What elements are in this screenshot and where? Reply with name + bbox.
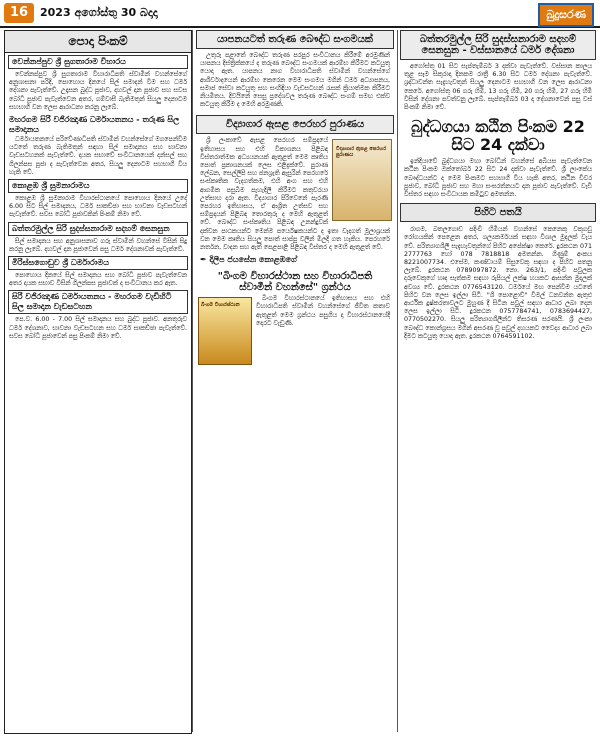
article-body: අගෝස්තු 01 සිට සැප්තැම්බර් 3 දක්වා පැවැත්වේ. වස්සාන කාලය තුළ සෑම සිකුරාදා දිනකම රාත්‍රී 6.30 සිට ධර්ම දේශනා පැවැත්වේ. ශ්‍රද්ධාවන්ත සැදැහැවතුන් සියලු දෙනාටම සහභාගී වන ලෙස ආරාධනා කෙරේ. අගෝස්තු 06 ගරු හිමි, 13 ගරු හිමි, 20 ගරු හිමි, 27 ගරු හිමි විසින් දේශනා පවත්වනු ලැබේ. සැප්තැම්බර් 03 දා දේශනාවෙන් පසු වස් පිංකම් නිමා වේ. bbox=[404, 63, 592, 112]
section-body: වෙන්නප්පුව ශ්‍රී සුගතාරාම විහාරාධිපති ස්වාමීන් වහන්සේගේ අනුශාසනා පරිදි, පොහොය දිනයේ සිල් සමාදන් වීම සහ ධර්ම දේශනා පැවැත්වේ. උදෑසන බුද්ධ පූජාව, දහවල් දාන පූජාව සහ සවස බෝධි පූජාව පැවැත්වෙන අතර, ගම්වාසී බැතිමතුන් සියලු දෙනාටම සහභාගී වන ලෙස ආරාධනා කරනු ලැබේ. bbox=[9, 71, 187, 111]
article-body: ඉන්දියාවේ බුද්ධගයා මහා බෝධීන් වහන්සේ අබියස පැවැත්වෙන කඨින පිංකම ඔක්තෝබර් 22 සිට 24 දක්වා පැවැත්වේ. ශ්‍රී ලාංකේය බෞද්ධයන්ට ද මෙම පිංකමට සහභාගී විය හැකි අතර, කඨින චීවර පූජාව, බෝධි පූජාව සහ මහා සංඝරත්නයට දාන පූජාව පැවැත්වේ. වැඩි විස්තර සඳහා සංවිධායක කමිටුව අමතන්න. bbox=[404, 158, 592, 199]
section-body: සිල් සමාදානය සහ අනුශාසනාව ගරු ස්වාමීන් වහන්සේ විසින් සිදු කරනු ලැබේ. දහවල් දාන පූජාවෙන් පසු ධර්ම දේශනාවක් පැවැත්වේ. bbox=[9, 237, 187, 253]
section-body: පොහොය දිනයේ සිල් සමාදානය සහ බෝධි පූජාව පැවැත්වෙන අතර දායක සභාව විසින් ගිලන්පස පූජාවක් ද සංවිධානය කර ඇත. bbox=[9, 272, 187, 288]
section-heading: කොළඹ ශ්‍රී සුමනාරාමය bbox=[8, 179, 188, 193]
column-title: පොදා පිංකම් bbox=[5, 31, 191, 53]
article-body: බිංගම විහාරස්ථානයේ ඉතිහාසය සහ එහි විහාරාධිපති ස්වාමීන් වහන්සේගේ ජීවිත කතාව ඇතුළත් මෙම ග්‍රන්ථය පසුගිය දා විහාරස්ථානයේදී දොරට වැඩුණි. bbox=[256, 295, 390, 327]
article-headline: විද්‍යාගාර ඇසළ පෙරහර පුරාණය bbox=[196, 115, 394, 134]
book-cover-image bbox=[198, 297, 252, 365]
column-divider bbox=[192, 30, 193, 732]
section-heading: බත්තරමුල්ල සිරි සුදස්සනාරාම සදහම් සෙනසුන bbox=[8, 222, 188, 236]
article-headline: බත්තරමුල්ල සිරි සුදස්සනාරාම සදහම් සෙනසුන - වස්සානයේ ධර්ම දේශනා bbox=[400, 30, 596, 60]
page-header bbox=[0, 0, 600, 28]
article-body: උතුරු පළාතේ බෞද්ධ තරුණ පරපුර සංවිධානය කිරීමේ අරමුණින් යාපනය දිස්ත්‍රික්කයේ ද තරුණ බෞද්ධ සංගමයක් ආරම්භ කිරීමට කටයුතු යොදා ඇත. යාපනය නාග විහාරාධිපති ස්වාමීන් වහන්සේගේ ආශීර්වාදයෙන් ආරම්භ කෙරෙන මෙම සංගමය මගින් ධර්ම අධ්‍යාපනය, සමාජ සේවා කටයුතු සහ සංහිඳියා වැඩසටහන් රැසක් ක්‍රියාත්මක කිරීමට නියමිතය. දිවයිනේ සෙසු ප්‍රදේශවල තරුණ බෞද්ධ සංගම් සමඟ එක්ව කටයුතු කිරීම ද මෙහි අරමුණකි. bbox=[200, 52, 390, 109]
article-author: ✒ දිලීප ජයසේන කොළඹගේ bbox=[200, 255, 297, 265]
newspaper-logo: බුදුසරණ bbox=[538, 3, 594, 27]
article-body: ශ්‍රී ලංකාවේ ඇසළ පෙරහර සම්ප්‍රදායේ ඉතිහාසය සහ එහි විකාශනය පිළිබඳ විස්තරාත්මක අධ්‍යයනයක් ඇතුළත් මෙම කෘතිය පොත් ප්‍රකාශනයක් ලෙස එළිදැක්වේ. පුරාණ ලේඛන, සෙල්ලිපි සහ ජනශ්‍රැති ඇසුරින් පෙරහරේ සංස්කෘතික වැදගත්කම, එහි අංග සහ එහි ආගමික පසුබිම පැහැදිලි කිරීමට කතුවරයා උත්සාහ දරා ඇත. විද්‍යාගාර පිරිවෙනේ පැරණි පෙරහර ඉතිහාසය, ඒ ආශ්‍රිත උත්සව සහ සම්ප්‍රදායන් පිළිබඳ තොරතුරු ද මෙහි ඇතුළත් වේ. බෞද්ධ සංස්කෘතිය පිළිබඳ උනන්දුවක් දක්වන පාඨකයන්ට මෙන්ම පර්යේෂකයන්ට ද ඉතා වැදගත් මූලාශ්‍රයක් වන මෙම කෘතිය සියලු පොත් සාප්පු වලින් මිලදී ගත හැකිය. පෙරහරේ නර්තන, වාදන සහ ඇත් පෙළපාළි පිළිබඳ විස්තර ද මෙහි ඇතුළත් වේ. bbox=[200, 137, 390, 252]
book-cover-image bbox=[332, 139, 392, 221]
article-body: රාගම, බතලගොඩ පදිංචි හිමියන් වහන්සේ කෙනෙකු වකුගඩු රෝගයකින් පෙළෙන අතර, ශල්‍යකර්මයක් සඳහා විශාල මුදලක් වැය වේ. පරිත්‍යාගශීලී සැදැහැවතුන්ගේ පිහිට අපේක්ෂා කෙරේ. දුරකථන 071 2777763 හෝ 078 7818818 අමතන්න. ගිණුම් අංකය 8221007734. එසේම, කණ්ඩායම් සිසුවෙකු සඳහා ද පිහිට පතනු ලැබේ. දුරකථන 0789097872. නො. 263/1, පදිංචි පවුලක දරුවෙකුගේ හෘද සැත්කම සඳහා රුපියල් ලක්ෂ හයකට ආසන්න මුදලක් අවශ්‍ය වේ. දුරකථන 0776543120. ධර්මයේ මඟ පෙන්වීම යටතේ පිහිට වන ලෙස ඉල්ලා සිටී. "ශී පොළොව්" විමල් ධනවන්ත ඇතුළු ආර්ථික දුෂ්කරතාවලට මුහුණ දී සිටින පවුල් සඳහා ආධාර ලබා දෙන ලෙස ඉල්ලා සිටී. දුරකථන 0757784741, 0783694427, 0770502270. සියලු පරිත්‍යාගශීලීන්ට තිසරණ සරණයි. ශ්‍රී ලංකා බෞද්ධ කොන්ග්‍රසය මගින් අසරණ වූ පවුල් දහයකට වෛද්‍ය ආධාර ලබා දීමට කටයුතු යොදා ඇත. දුරකථන 0764591102. bbox=[404, 226, 592, 340]
middle-column bbox=[196, 30, 394, 732]
article-headline: යාපනයටත් තරුණ බෞද්ධ සංගමයක් bbox=[196, 30, 394, 49]
section-heading: මහරගම සිරි වජිරඤාණ ධර්මායතනය - තරුණ සිල සමාදානය bbox=[9, 115, 180, 135]
section-heading: සිරි වජිරඤාණ ධර්මායතනය - මහරගම වැඩිහිටි සිල සමාදාන වැඩසටහන bbox=[8, 290, 188, 314]
section-body: පෙ.ව. 6.00 - 7.00 සිල් සමාදානය සහ බුද්ධ පූජාව. අනතුරුව ධර්ම දේශනාව, භාවනා වැඩසටහන සහ ධර්ම සාකච්ඡා පැවැත්වේ. සවස බෝධි පූජාවෙන් පසු පිංකම් නිමා වේ. bbox=[9, 316, 187, 340]
section-body: කොළඹ ශ්‍රී සුමනාරාම විහාරස්ථානයේ පොහොය දිනයේ උදේ 6.00 සිට සිල් සමාදානය, ධර්ම සාකච්ඡා සහ භාවනා වැඩසටහන් පැවැත්වේ. සවස බෝධි පූජාවකින් පිංකම් නිමා වේ. bbox=[9, 195, 187, 219]
column-divider bbox=[397, 30, 398, 732]
article-headline: බුද්ධගයා කඨින පිංකම 22 සිට 24 දක්වා bbox=[411, 117, 585, 155]
right-column bbox=[400, 30, 596, 732]
book-cover-title: විද්‍යාගාර ඇසළ පෙරහර පුරාණය bbox=[336, 146, 387, 159]
issue-date: 2023 අගෝස්තු 30 බදාදා bbox=[40, 6, 158, 19]
article-headline: "බිංගම විහාරස්ථාන සහ විහාරාධිපති ස්වාමීන් වහන්සේ" ග්‍රන්ථය bbox=[217, 271, 373, 294]
page-number: 16 bbox=[4, 3, 34, 23]
author-name: දිලීප ජයසේන කොළඹගේ bbox=[209, 255, 297, 265]
book-cover-title: බිංගම විහාරස්ථාන bbox=[201, 302, 240, 309]
section-body: ධර්මායතනයේ පරිවේණාධිපති ස්වාමීන් වහන්සේගේ මගපෙන්වීම යටතේ තරුණ බැතිමතුන් සඳහා සිල් සමාදානය සහ භාවනා වැඩසටහනක් පැවැත්වේ. දායක සභාවේ සංවිධානයෙන් දන්සල් සහ ගිලන්පස පූජා ද පැවැත්වෙන අතර, සියලු දෙනාටම සහභාගී විය හැකි වේ. bbox=[9, 136, 187, 176]
article-headline: පිහිට පතයි bbox=[400, 203, 596, 222]
poya-pinkam-column bbox=[4, 30, 192, 734]
section-heading: වෙන්නප්පුව ශ්‍රී සුගතාරාම විහාරය bbox=[8, 55, 188, 69]
section-heading: මිරිස්සගොඩුව ශ්‍රී ධර්මාරාමය bbox=[8, 256, 188, 270]
